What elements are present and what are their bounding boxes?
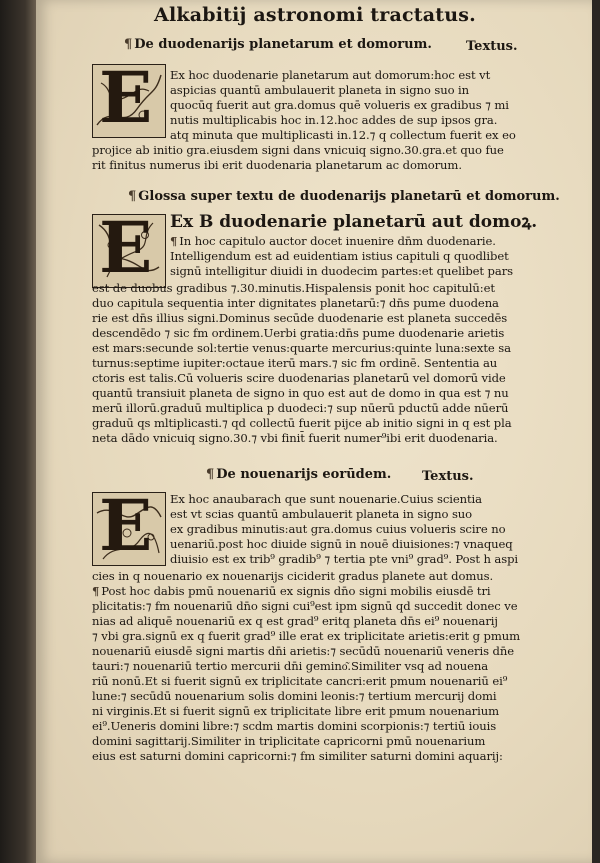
text-line: descendēdo ⁊ sic fm ordinem.Uerbi gratia:dn̄s pume duodenarie arietis (92, 326, 505, 340)
text-line: ⁊ vbi gra.signū ex q fuerit grad⁹ ille erat ex triplicitate arietis:erit g pmum (92, 629, 521, 643)
text-line: ¶ Post hoc dabis pmū nouenariū ex signis dn̄o signi mobilis eiusdē tri (92, 584, 491, 598)
pilcrow-icon: ¶ (128, 189, 137, 204)
text-line: neta dādo vnicuiq signo.30.⁊ vbi finit̄ fuerit numer⁹ibi erit duodenaria. (92, 431, 498, 445)
text-line: aspicias quantū ambulauerit planeta in signo suo in (170, 83, 470, 97)
text-line: graduū qs mltiplicasti.⁊ qd collectū fuerit pijce ab initio signi in q est pla (92, 416, 512, 430)
text-line: atq minuta que multiplicasti in.12.⁊ q collectum fuerit ex eo (170, 128, 516, 142)
page (36, 0, 592, 863)
text-line: tauri:⁊ nouenariū tertio mercurii dn̄i gemino͂.Similiter vsq ad nouena (92, 659, 489, 673)
section2-heading-text: Glossa super textu de duodenarijs planetarū et domorum. (138, 189, 560, 204)
section1-heading (124, 38, 432, 51)
text-line: Ex hoc anaubarach que sunt nouenarie.Cuius scientia (170, 492, 482, 506)
pilcrow-icon: ¶ (206, 467, 215, 482)
decorated-initial (92, 492, 166, 566)
gloss-lead-line: Ex B duodenarie planetarū aut domoꝝ. (170, 212, 538, 232)
text-line: est de duobus gradibus ⁊.30.minutis.Hispalensis ponit hoc capitulū:et (92, 281, 495, 295)
text-line: merū illorū.graduū multiplica p duodeci:⁊ sup nūerū pductū adde nūerū (92, 401, 509, 415)
text-line: riū nonū.Et si fuerit signū ex triplicitate cancri:erit pmum nouenariū ei⁹ (92, 674, 508, 688)
text-line: nutis multiplicabis hoc in.12.hoc addes de sup ipsos gra. (170, 113, 498, 127)
section1-heading-text: De duodenarijs planetarum et domorum. (134, 37, 432, 52)
initial-letter: E (99, 214, 153, 288)
text-line: turnus:septime iupiter:octaue iterū mars.⁊ sic fm ordinē. Sententia au (92, 356, 498, 370)
text-line: ctoris est talis.Cū volueris scire duodenarias planetarū vel domorū vide (92, 371, 506, 385)
text-line: rit finitus numerus ibi erit duodenaria planetarum ac domorum. (92, 158, 462, 172)
text-line: est vt scias quantū ambulauerit planeta in signo suo (170, 507, 473, 521)
initial-letter: E (99, 492, 153, 566)
text-line: uenariū.post hoc diuide signū in nouē diuisiones:⁊ vnaqueq (170, 537, 513, 551)
text-line: quantū transiuit planeta de signo in quo est aut de domo in qua est ⁊ nu (92, 386, 509, 400)
text-line: ei⁹.Ueneris domini libre:⁊ scdm martis domini scorpionis:⁊ tertiū iouis (92, 719, 497, 733)
text-line: rie est dn̄s illius signi.Dominus secūde duodenarie est planeta succedēs (92, 311, 508, 325)
text-line: ex gradibus minutis:aut gra.domus cuius volueris scire no (170, 522, 506, 536)
text-line: ni virginis.Et si fuerit signū ex triplicitate libre erit pmum nouenarium (92, 704, 499, 718)
text-line: nias ad aliquē nouenariū ex q est grad⁹ eritq planeta dn̄s ei⁹ nouenarij (92, 614, 498, 628)
decorated-initial (92, 64, 166, 138)
text-line: eius est saturni domini capricorni:⁊ fm similiter saturni domini aquarij: (92, 749, 503, 763)
book-gutter (0, 0, 36, 863)
text-line: Ex hoc duodenarie planetarum aut domorum:hoc est vt (170, 68, 491, 82)
text-line: projice ab initio gra.eiusdem signi dans vnicuiq signo.30.gra.et quo fue (92, 143, 504, 157)
section3-heading (206, 468, 391, 481)
text-line: plicitatis:⁊ fm nouenariū dn̄o signi cui⁹est ipm signū qd succedit donec ve (92, 599, 518, 613)
section1-label: Textus. (466, 39, 518, 54)
text-line: nouenariū eiusdē signi martis dn̄i arietis:⁊ secūdū nouenariū veneris dn̄e (92, 644, 514, 658)
text-line: signū intelligitur diuidi in duodecim partes:et quelibet pars (170, 264, 513, 278)
running-header: Alkabitij astronomi tractatus. (154, 4, 476, 26)
text-line: lune:⁊ secūdū nouenarium solis domini leonis:⁊ tertium mercurij domi (92, 689, 497, 703)
section3-heading-text: De nouenarijs eorūdem. (216, 467, 392, 482)
text-line: duo capitula sequentia inter dignitates planetarū:⁊ dn̄s pume duodena (92, 296, 499, 310)
initial-letter: E (99, 64, 153, 138)
pilcrow-icon: ¶ (92, 584, 100, 598)
text-line: diuisio est ex trib⁹ gradib⁹ ⁊ tertia pte vni⁹ grad⁹. Post h aspi (170, 552, 519, 566)
decorated-initial (92, 214, 166, 288)
section2-heading (128, 190, 560, 203)
pilcrow-icon: ¶ (170, 234, 178, 248)
pilcrow-icon: ¶ (124, 37, 133, 52)
text-line: cies in q nouenario ex nouenarijs ciciderit gradus planete aut domus. (92, 569, 494, 583)
text-line: domini sagittarij.Similiter in triplicitate capricorni pmū nouenarium (92, 734, 486, 748)
text-line: ¶ In hoc capitulo auctor docet inuenire dn̄m duodenarie. (170, 234, 496, 248)
section3-label: Textus. (422, 469, 474, 484)
text-line: Intelligendum est ad euidentiam istius capituli q quodlibet (170, 249, 509, 263)
text-line: quocūq fuerit aut gra.domus quē volueris ex gradibus ⁊ mi (170, 98, 509, 112)
text-line: est mars:secunde sol:tertie venus:quarte mercurius:quinte luna:sexte sa (92, 341, 511, 355)
